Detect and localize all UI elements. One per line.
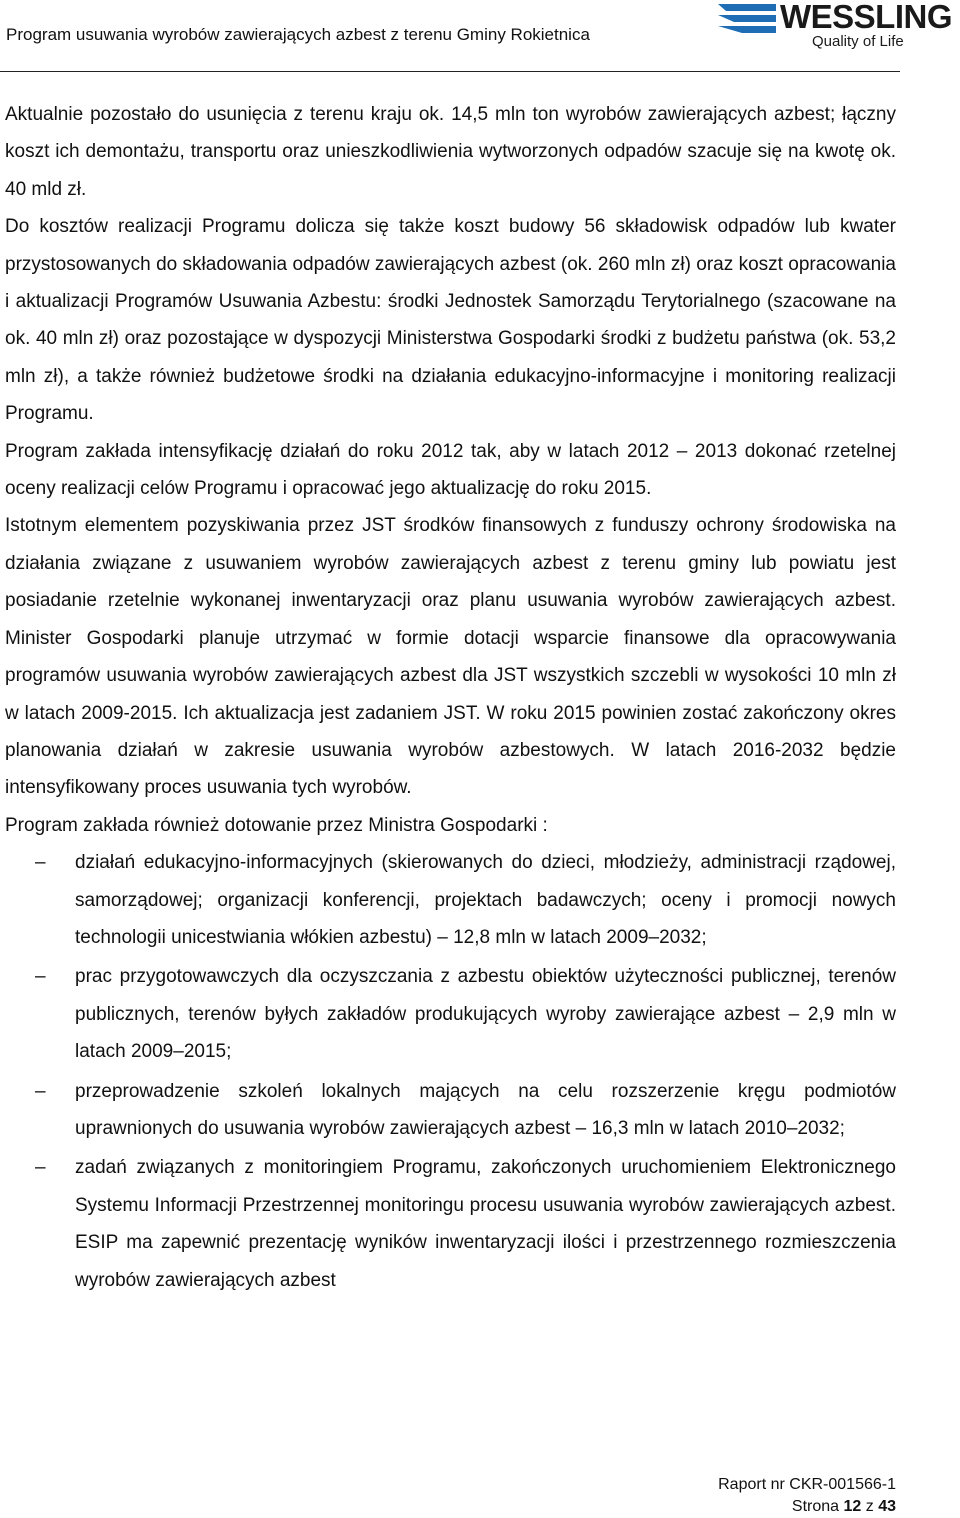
- dash-bullet: –: [35, 852, 46, 874]
- page-separator: z: [865, 1498, 874, 1515]
- page-header: [0, 0, 960, 76]
- list-item: [5, 1149, 896, 1299]
- list-item-text: działań edukacyjno-informacyjnych (skierowanych do dzieci, młodzieży, administracji rządowej, samorządowej; organizacji konferencji, projektach badawczych; oceny i promocji nowych technologii unicestwiania włókien azbestu) – 12,8 mln w latach 2009–2032;: [75, 852, 896, 948]
- paragraph: Program zakłada intensyfikację działań do roku 2012 tak, aby w latach 2012 – 2013 dokonać rzetelnej oceny realizacji celów Programu i opracować jego aktualizację do roku 2015.: [5, 440, 896, 500]
- list-item: [5, 1073, 896, 1148]
- paragraph: Istotnym elementem pozyskiwania przez JST środków finansowych z funduszy ochrony środowiska na działania związane z usuwaniem wyrobów zawierających azbest z terenu gminy lub powiatu jest posiadanie rzetelnie wykonanej inwentaryzacji oraz planu usuwania wyrobów zawierających azbest. Minister Gospodarki planuje utrzymać w formie dotacji wsparcie finansowe dla opracowywania programów usuwania wyrobów zawierających azbest dla JST wszystkich szczebli w wysokości 10 mln zł w latach 2009-2015. Ich aktualizacja jest zadaniem JST. W roku 2015 powinien zostać zakończony okres planowania działań w zakresie usuwania wyrobów azbestowych. W latach 2016-2032 będzie intensyfikowany proces usuwania tych wyrobów.: [5, 515, 896, 799]
- logo-tagline: Quality of Life: [812, 33, 904, 50]
- wessling-logo-mark-icon: [716, 2, 778, 42]
- list-item-text: zadań związanych z monitoringiem Programu, zakończonych uruchomieniem Elektronicznego Systemu Informacji Przestrzennej monitoringu procesu usuwania wyrobów zawierających azbest. ESIP ma zapewnić prezentację wyników inwentaryzacji ilości i przestrzennego rozmieszczenia wyrobów zawierających azbest: [75, 1157, 896, 1291]
- list-item: [5, 958, 896, 1070]
- list-item-text: przeprowadzenie szkoleń lokalnych mających na celu rozszerzenie kręgu podmiotów uprawnionych do usuwania wyrobów zawierających azbest – 16,3 mln w latach 2010–2032;: [75, 1080, 896, 1139]
- page-total: 43: [878, 1498, 896, 1515]
- funding-list: [5, 844, 896, 1299]
- dash-bullet: –: [35, 1157, 46, 1179]
- list-item-text: prac przygotowawczych dla oczyszczania z azbestu obiektów użyteczności publicznej, terenów publicznych, terenów byłych zakładów produkujących wyroby zawierające azbest – 2,9 mln w latach 2009–2015;: [75, 966, 896, 1063]
- document-title: Program usuwania wyrobów zawierających azbest z terenu Gminy Rokietnica: [6, 25, 590, 44]
- header-divider: [0, 71, 900, 72]
- page-current: 12: [843, 1498, 862, 1515]
- paragraph: Do kosztów realizacji Programu dolicza się także koszt budowy 56 składowisk odpadów lub kwater przystosowanych do składowania odpadów zawierających azbest (ok. 260 mln zł) oraz koszt opracowania i aktualizacji Programów Usuwania Azbestu: środki Jednostek Samorządu Terytorialnego (szacowane na ok. 40 mln zł) oraz pozostające w dyspozycji Ministerstwa Gospodarki środki z budżetu państwa (ok. 53,2 mln zł), a także również budżetowe środki na działania edukacyjno-informacyjne i monitoring realizacji Programu.: [5, 216, 896, 425]
- paragraph: Program zakłada również dotowanie przez Ministra Gospodarki :: [5, 814, 548, 836]
- report-number: Raport nr CKR-001566-1: [718, 1476, 896, 1493]
- dash-bullet: –: [35, 966, 46, 988]
- document-body: [5, 96, 896, 1301]
- logo-wordmark: WESSLING: [780, 0, 953, 35]
- page-prefix: Strona: [791, 1498, 840, 1515]
- list-item: [5, 844, 896, 956]
- paragraph: Aktualnie pozostało do usunięcia z terenu kraju ok. 14,5 mln ton wyrobów zawierających azbest; łączny koszt ich demontażu, transportu oraz unieszkodliwienia wytworzonych odpadów szacuje się na kwotę ok. 40 mld zł.: [5, 104, 896, 200]
- wessling-logo: [716, 0, 960, 60]
- page-footer: [718, 1474, 896, 1518]
- page-number: [718, 1496, 896, 1518]
- dash-bullet: –: [35, 1080, 46, 1102]
